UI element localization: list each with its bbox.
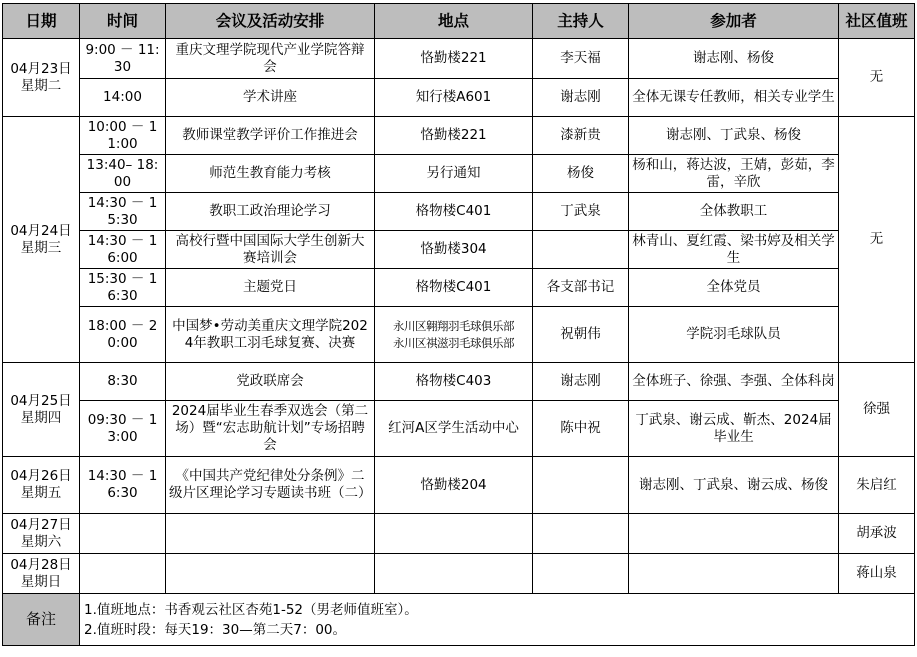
time-cell: 8:30	[80, 363, 166, 401]
duty-cell: 徐强	[839, 363, 915, 457]
table-row	[3, 231, 915, 269]
location-cell: 恪勤楼204	[375, 457, 533, 514]
location-cell: 知行楼A601	[375, 79, 533, 117]
activity-cell: 中国梦•劳动美重庆文理学院2024年教职工羽毛球复赛、决赛	[166, 307, 375, 363]
date-cell: 04月28日 星期日	[3, 554, 80, 594]
date-cell: 04月26日 星期五	[3, 457, 80, 514]
table-row	[3, 307, 915, 363]
activity-cell: 教职工政治理论学习	[166, 193, 375, 231]
activity-cell	[166, 554, 375, 594]
duty-cell: 蒋山泉	[839, 554, 915, 594]
activity-cell: 重庆文理学院现代产业学院答辩会	[166, 39, 375, 79]
location-line: 永川区翱翔羽毛球俱乐部	[393, 318, 514, 333]
host-cell	[533, 231, 629, 269]
table-row	[3, 155, 915, 193]
location-cell: 红河A区学生活动中心	[375, 401, 533, 457]
participants-cell: 全体班子、徐强、李强、全体科岗	[629, 363, 839, 401]
header-host: 主持人	[533, 4, 629, 39]
host-cell: 杨俊	[533, 155, 629, 193]
host-cell: 祝朝伟	[533, 307, 629, 363]
duty-cell: 朱启红	[839, 457, 915, 514]
location-cell	[375, 514, 533, 554]
location-cell	[375, 554, 533, 594]
host-cell: 丁武泉	[533, 193, 629, 231]
participants-cell: 学院羽毛球队员	[629, 307, 839, 363]
schedule-table	[2, 3, 915, 646]
time-cell: 09:30 － 13:00	[80, 401, 166, 457]
host-cell: 陈中祝	[533, 401, 629, 457]
location-cell: 恪勤楼221	[375, 39, 533, 79]
header-date: 日期	[3, 4, 80, 39]
time-cell	[80, 514, 166, 554]
participants-cell: 杨和山，蒋达波，王婧，彭茹，李雷，辛欣	[629, 155, 839, 193]
header-duty: 社区值班	[839, 4, 915, 39]
participants-cell: 全体无课专任教师，相关专业学生	[629, 79, 839, 117]
host-cell: 谢志刚	[533, 79, 629, 117]
header-location: 地点	[375, 4, 533, 39]
participants-cell	[629, 554, 839, 594]
participants-cell: 全体党员	[629, 269, 839, 307]
activity-cell: 主题党日	[166, 269, 375, 307]
location-cell: 另行通知	[375, 155, 533, 193]
date-cell: 04月23日 星期二	[3, 39, 80, 117]
participants-cell: 林青山、夏红霞、梁书婷及相关学生	[629, 231, 839, 269]
header-row	[3, 4, 915, 39]
table-row	[3, 79, 915, 117]
participants-cell: 谢志刚、丁武泉、谢云成、杨俊	[629, 457, 839, 514]
time-cell: 14:00	[80, 79, 166, 117]
activity-cell: 《中国共产党纪律处分条例》二级片区理论学习专题读书班（二）	[166, 457, 375, 514]
notes-row	[3, 594, 915, 646]
header-activity: 会议及活动安排	[166, 4, 375, 39]
date-cell: 04月24日 星期三	[3, 117, 80, 363]
location-cell: 格物楼C401	[375, 269, 533, 307]
activity-cell: 高校行暨中国国际大学生创新大赛培训会	[166, 231, 375, 269]
header-participants: 参加者	[629, 4, 839, 39]
duty-cell: 胡承波	[839, 514, 915, 554]
table-row	[3, 401, 915, 457]
host-cell: 漆新贵	[533, 117, 629, 155]
notes-content	[80, 594, 915, 646]
time-cell: 15:30 － 16:30	[80, 269, 166, 307]
time-cell: 18:00 － 20:00	[80, 307, 166, 363]
participants-cell: 谢志刚、丁武泉、杨俊	[629, 117, 839, 155]
header-time: 时间	[80, 4, 166, 39]
duty-cell: 无	[839, 117, 915, 363]
table-row	[3, 363, 915, 401]
location-cell: 恪勤楼304	[375, 231, 533, 269]
location-line: 永川区祺滋羽毛球俱乐部	[393, 335, 514, 350]
notes-label: 备注	[3, 594, 80, 646]
location-cell: 格物楼C401	[375, 193, 533, 231]
host-cell: 谢志刚	[533, 363, 629, 401]
activity-cell: 党政联席会	[166, 363, 375, 401]
table-row	[3, 39, 915, 79]
host-cell: 李天福	[533, 39, 629, 79]
participants-cell	[629, 514, 839, 554]
host-cell: 各支部书记	[533, 269, 629, 307]
time-cell: 10:00 － 11:00	[80, 117, 166, 155]
duty-cell: 无	[839, 39, 915, 117]
table-row	[3, 554, 915, 594]
activity-cell	[166, 514, 375, 554]
table-row	[3, 457, 915, 514]
location-cell	[375, 307, 533, 363]
participants-cell: 全体教职工	[629, 193, 839, 231]
time-cell: 14:30 － 16:00	[80, 231, 166, 269]
host-cell	[533, 554, 629, 594]
notes-line: 2.值班时段：每天19：30—第二天7：00。	[84, 621, 347, 638]
date-cell: 04月27日 星期六	[3, 514, 80, 554]
table-row	[3, 269, 915, 307]
host-cell	[533, 457, 629, 514]
participants-cell: 丁武泉、谢云成、靳杰、2024届毕业生	[629, 401, 839, 457]
location-cell: 格物楼C403	[375, 363, 533, 401]
participants-cell: 谢志刚、杨俊	[629, 39, 839, 79]
time-cell: 9:00 － 11:30	[80, 39, 166, 79]
activity-cell: 2024届毕业生春季双选会（第二场）暨“宏志助航计划”专场招聘会	[166, 401, 375, 457]
time-cell: 14:30 － 16:30	[80, 457, 166, 514]
table-row	[3, 117, 915, 155]
table-row	[3, 514, 915, 554]
time-cell: 14:30 － 15:30	[80, 193, 166, 231]
date-cell: 04月25日 星期四	[3, 363, 80, 457]
notes-line: 1.值班地点：书香观云社区杏苑1-52（男老师值班室）。	[84, 601, 418, 618]
location-cell: 恪勤楼221	[375, 117, 533, 155]
activity-cell: 教师课堂教学评价工作推进会	[166, 117, 375, 155]
activity-cell: 师范生教育能力考核	[166, 155, 375, 193]
table-row	[3, 193, 915, 231]
time-cell: 13:40– 18:00	[80, 155, 166, 193]
host-cell	[533, 514, 629, 554]
time-cell	[80, 554, 166, 594]
activity-cell: 学术讲座	[166, 79, 375, 117]
